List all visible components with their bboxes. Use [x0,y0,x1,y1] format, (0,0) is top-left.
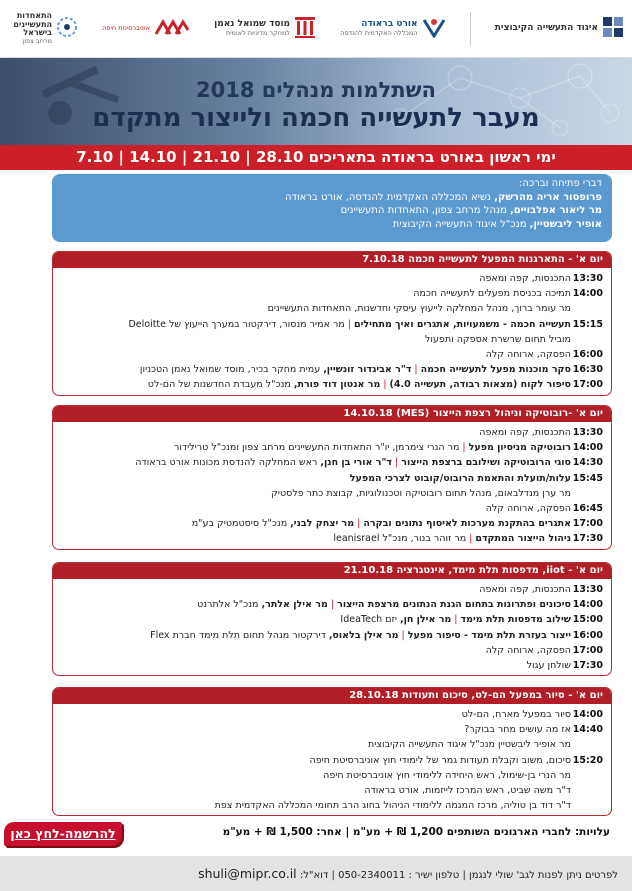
session-title: רובוטיקה מניסיון מפעל [468,442,571,454]
schedule-row [61,471,603,486]
logo-name: התאחדות התעשיינים בישראל [13,10,53,38]
session-speaker: מר אמיר מנסור, דירקטור במערך הייעוץ של Deloitte [128,318,345,330]
session-title: סקר מוכנות מפעל לתעשייה חכמה [420,364,571,376]
event-main-title: מעבר לתעשייה חכמה ולייצור מתקדם [92,103,540,133]
dates-banner: ימי ראשון באורט בראודה בתאריכים 28.10 | 21.10 | 14.10 | 7.10 [0,145,632,170]
speaker-name: מר ליאור אפלבויים, [509,205,602,216]
speaker-role: מנהל מרחב צפון, התאחדות התעשיינים [340,205,510,216]
schedule-row [61,501,603,516]
session-title: מר אילן בלאוס, [328,629,399,641]
ort-braude-logo-icon [422,16,446,42]
separator: | [330,599,335,611]
session-description [61,798,571,813]
partner-logos-bar [0,0,632,58]
day-header: יום א' - התארגנות המפעל לתעשייה חכמה 7.10.18 [53,252,611,268]
session-description [61,722,571,737]
session-description [61,707,571,722]
session-description [61,377,571,392]
session-speaker: מנכ"ל מעבדת החדשנות של הם-לט [147,379,294,391]
schedule-row [61,582,603,597]
session-title: אתגרים בהתקנת מערכות לאיסוף נתונים ובקרה [363,518,571,530]
schedule-row [61,455,603,470]
session-description [61,516,571,531]
schedule-row [61,425,603,440]
session-time: 17:00 [572,644,603,656]
logo-subtitle: למחקר מדיניות לאומית [225,28,291,37]
schedule-row [61,753,603,768]
day-header: יום א' - iiot, מדפסות תלת מימד, אינטגרציה 21.10.18 [53,563,611,579]
logo-subtitle: מרחב צפון [22,37,53,46]
schedule-row [61,612,603,627]
separator: | [414,364,418,376]
session-time: 15:15 [572,318,603,330]
separator: | [357,518,361,530]
contact-text: לפרטים ניתן לפנות לגב' שולי לנגמן | טלפון ישיר : 050-2340011 | דוא"ל: [299,870,618,881]
session-time: 16:00 [572,349,603,361]
pricing-text: עלויות: לחברי הארגונים השותפים 1,200 ₪ + מע"מ | אחר: 1,500 ₪ + מע"מ [222,826,610,838]
session-description [61,471,571,486]
session-description [61,317,571,332]
session-time: 16:00 [572,629,603,641]
opening-speaker-3 [62,218,602,232]
schedule-row [61,317,603,332]
schedule-row [61,707,603,722]
session-time: 16:45 [572,503,603,515]
schedule-row [61,737,603,752]
session-speaker: התכנסות, קפה ומאפה [479,273,571,284]
day-schedule-3 [52,562,612,676]
opening-speaker-2 [62,204,602,218]
session-speaker: מנכ"ל אלתרנט [197,599,262,611]
session-description [61,362,571,377]
session-title: סיפור לקוח (מצאות רבודה, תעשייה 4.0) [389,379,571,391]
separator: | [462,442,466,454]
session-title: שילוב מדפסות תלת מימד [460,614,571,626]
session-description [61,768,571,783]
day-header: יום א' -רובוטיקה וניהול רצפת הייצור (MES) 14.10.18 [53,406,611,422]
separator: | [469,533,473,545]
session-time: 17:00 [572,379,603,391]
session-description [61,455,571,470]
session-title: ייצור בעזרת תלת מימד - סיפור מפעל [407,629,571,641]
session-speaker: ד"ר משה שביט, ראש המרכז לייזמות, אורט בראודה [364,785,571,797]
separator: | [347,318,351,330]
manufacturers-logo-icon [56,16,78,42]
session-time: 15:45 [572,472,603,484]
logo-name: איגוד התעשייה הקיבוצית [494,22,598,33]
session-description [61,501,571,516]
day-schedule-4 [52,687,612,816]
session-time: 16:30 [572,364,603,376]
session-time: 17:30 [572,533,603,545]
day-schedule-2 [52,405,612,550]
session-speaker: מוביל תחום שרשרת אספקה ותפעול [424,333,571,345]
opening-remarks-box [52,174,612,242]
session-time: 14:30 [572,457,603,469]
session-speaker: ד"ר דוד בן טוליה, מרכז המגמה ללימודי הניהול בחוג הרב תחומי המכללה האקדמית צפת [214,800,571,812]
session-description [61,301,571,316]
speaker-name: אופיר ליבשטיין, [529,218,602,230]
speaker-name: פרופסור אריה מהרשק, [494,191,602,203]
session-description [61,286,571,301]
logo-subtitle: אוניברסיטת חיפה [102,23,151,32]
schedule-row [61,347,603,362]
session-title: סיכונים ופתרונות בתחום הגנת הנתונים מרצפת הייצור [337,599,571,611]
separator: | [383,379,387,391]
session-title: מר יצחק לבני, [290,518,355,530]
logo-haifa-university [102,18,190,40]
logo-subtitle: המכללה האקדמית להנדסה [340,28,418,37]
separator: | [395,457,399,469]
schedule-row [61,768,603,783]
session-description [61,597,571,612]
session-title: מר אילן חן, [399,614,452,626]
schedule-row [61,643,603,658]
schedule-row [61,722,603,737]
session-description [61,347,571,362]
session-title: סוגי הרובוטיקה ושילובם ברצפת הייצור [401,457,571,469]
logo-neaman-institute [214,15,316,43]
session-time: 17:30 [572,660,603,672]
session-time: 13:30 [572,273,603,284]
day-header: יום א' - סיור במפעל הם-לט, סיכום ותעודות 28.10.18 [53,688,611,704]
session-speaker: סיכום, משוב וקבלת תעודות גמר של לימודי חוץ אוניברסיטת חיפה [309,754,571,766]
opening-speaker-1 [62,191,602,205]
session-speaker: מר עומר ברוך, מנהל המחלקה לייעוץ עיסקי וחדשנות, התאחדות התעשיינים [267,303,571,315]
schedule-row [61,597,603,612]
session-speaker: התכנסות, קפה ומאפה [479,427,571,438]
session-title: עלות/תועלת והתאמת הרובוט/קובוט לצרכי המפעל [349,472,571,484]
session-time: 13:30 [572,584,603,595]
session-speaker: מר זוהר בנור, מנכ"ל leanisrael [333,533,467,545]
session-title: תעשייה חכמה - משמעויות, אתגרים ואיך מתחילים [353,318,571,330]
session-speaker: מר הנרי בן-שימול, ראש היחידה ללימודי חוץ אוניברסיטת חיפה [323,769,571,781]
session-description [61,658,571,673]
schedule-row [61,628,603,643]
session-speaker: ראש המחלקה להנדסת מכונות אורט בראודה [135,457,321,469]
schedule-row [61,783,603,798]
session-speaker: סיור במפעל מארח, הם-לט [461,709,571,720]
schedule-row [61,271,603,286]
session-title: מר אנטון דוד פורת, [293,379,381,391]
session-description [61,440,571,455]
session-description [61,643,571,658]
schedule-row [61,516,603,531]
logo-ort-braude [340,16,445,42]
session-time: 13:30 [572,427,603,438]
logo-divider [470,12,471,46]
session-description [61,425,571,440]
session-title: מר אילן אלתר, [261,599,328,611]
session-speaker: עמית מחקר בכיר, מוסד שמואל נאמן הטכניון [139,364,324,376]
session-time: 14:00 [572,599,603,611]
session-description [61,332,571,347]
session-description [61,486,571,501]
session-time: 15:20 [572,754,603,766]
speaker-role: מנכ"ל איגוד התעשייה הקיבוצית [392,218,530,230]
schedule-row [61,332,603,347]
separator: | [401,629,405,641]
session-speaker: יזם IdeaTech [340,614,400,626]
schedule-row [61,377,603,392]
session-speaker: הפסקה, ארוחה קלה [485,503,571,515]
schedule-row [61,286,603,301]
day-schedule-1 [52,251,612,396]
schedule-row [61,440,603,455]
schedule-row [61,658,603,673]
session-description [61,783,571,798]
logo-name: מוסד שמואל נאמן [214,18,291,29]
session-speaker: הפסקה, ארוחה קלה [485,349,571,361]
session-title: ניהול הייצור המתקדם [475,533,571,545]
session-time: 14:00 [572,709,603,720]
session-time: 14:40 [572,724,603,736]
schedule-row [61,362,603,377]
session-speaker: התכנסות, קפה ומאפה [479,584,571,595]
opening-remarks-heading: דברי פתיחה וברכה: [519,178,602,189]
session-description [61,531,571,546]
session-speaker: אז מה עושים מחר בבוקר? [464,724,571,736]
session-speaker: דירקטור מנהל תחום תלת מימד חברת Flex [150,629,329,641]
session-speaker: מר ערן מנדלבאום, מנהל תחום רובוטיקה וטכנולוגיות, קבוצת כתר פלסטיק [271,487,571,499]
separator: | [454,614,458,626]
logo-name: אורט בראודה [361,18,418,29]
schedule-row [61,798,603,813]
schedule-row [61,531,603,546]
neaman-logo-icon [294,15,316,43]
session-time: 17:00 [572,518,603,530]
schedule-row [61,301,603,316]
session-speaker: תמיכה בכניסת מפעלים לתעשייה חכמה [413,288,571,300]
logo-kibbutz-industries [495,16,624,42]
session-description [61,612,571,627]
session-description [61,628,571,643]
contact-footer [0,856,632,891]
session-speaker: מר הנרי צימרמן, יו"ר התאחדות התעשיינים מרחב צפון ומנכ"ל טרילידור [174,442,460,454]
session-speaker: מר אופיר ליבשטיין מנכ"ל איגוד התעשייה הקיבוצית [368,739,571,751]
haifa-university-logo-icon [154,18,190,40]
session-title: ד"ר אורי בן חנן, [320,457,393,469]
event-title-year: השתלמות מנהלים 2018 [196,78,436,102]
schedule-row [61,486,603,501]
register-button[interactable]: להרשמה-לחץ כאן [4,822,122,846]
session-description [61,753,571,768]
session-description [61,582,571,597]
session-time: 15:00 [572,614,603,626]
session-title: ד"ר אביגדור זונשיין, [323,364,412,376]
contact-email-link[interactable]: shuli@mipr.co.il [198,866,297,881]
logo-manufacturers-association [8,12,78,46]
kibbutz-industries-logo-icon [602,16,624,42]
speaker-role: נשיא המכללה האקדמית להנדסה, אורט בראודה [284,191,495,203]
session-time: 14:00 [572,288,603,300]
session-description [61,737,571,752]
session-time: 14:00 [572,442,603,454]
session-speaker: הפסקה, ארוחה קלה [485,644,571,656]
session-speaker: שולחן עגול [526,660,571,672]
session-speaker: מנכ"ל סיסטמטיק בע"מ [191,518,291,530]
session-description [61,271,571,286]
